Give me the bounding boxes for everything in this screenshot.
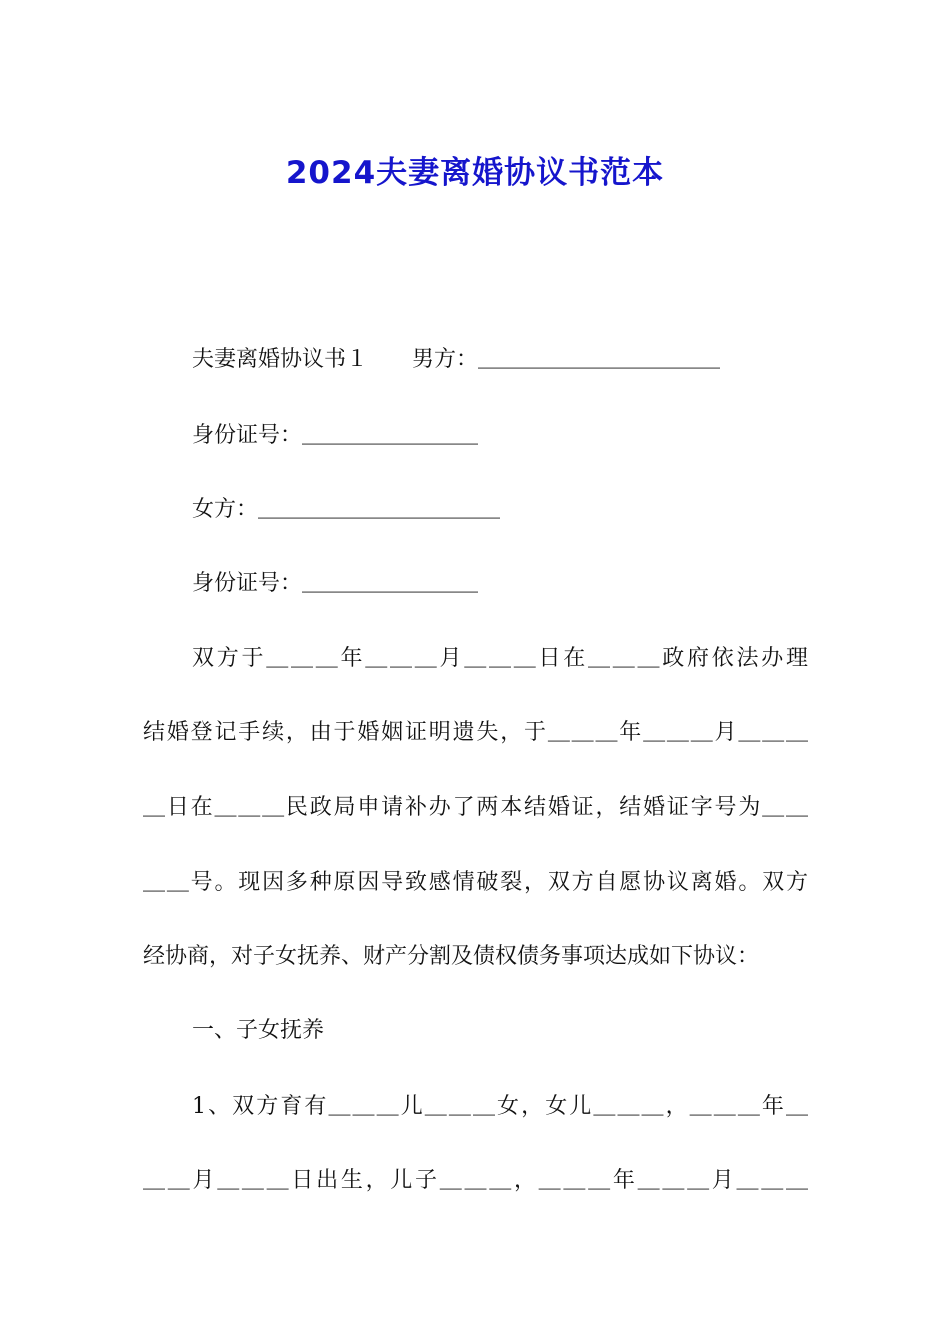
clause-line-2: ＿＿月＿＿＿日出生，儿子＿＿＿，＿＿＿年＿＿＿月＿＿＿ — [143, 1168, 808, 1193]
document-title: 2024夫妻离婚协议书范本 — [285, 154, 665, 191]
line-wife: 女方：＿＿＿＿＿＿＿＿＿＿＿ — [192, 497, 501, 522]
paragraph-line-1: 双方于＿＿＿年＿＿＿月＿＿＿日在＿＿＿政府依法办理 — [192, 646, 808, 671]
paragraph-line-3: ＿日在＿＿＿民政局申请补办了两本结婚证，结婚证字号为＿＿ — [143, 795, 808, 820]
paragraph-line-4: ＿＿号。现因多种原因导致感情破裂，双方自愿协议离婚。双方 — [143, 870, 808, 895]
section-heading-child-custody: 一、子女抚养 — [192, 1018, 325, 1043]
line-husband-id: 身份证号：＿＿＿＿＿＿＿＿ — [192, 423, 479, 448]
paragraph-line-2: 结婚登记手续，由于婚姻证明遗失，于＿＿＿年＿＿＿月＿＿＿ — [143, 720, 808, 745]
clause-line-1: 1、双方育有＿＿＿儿＿＿＿女，女儿＿＿＿，＿＿＿年＿ — [192, 1094, 808, 1119]
line-wife-id: 身份证号：＿＿＿＿＿＿＿＿ — [192, 571, 479, 596]
paragraph-line-5: 经协商，对子女抚养、财产分割及债权债务事项达成如下协议： — [143, 944, 760, 969]
line-husband: 夫妻离婚协议书１ 男方：＿＿＿＿＿＿＿＿＿＿＿ — [192, 347, 721, 372]
